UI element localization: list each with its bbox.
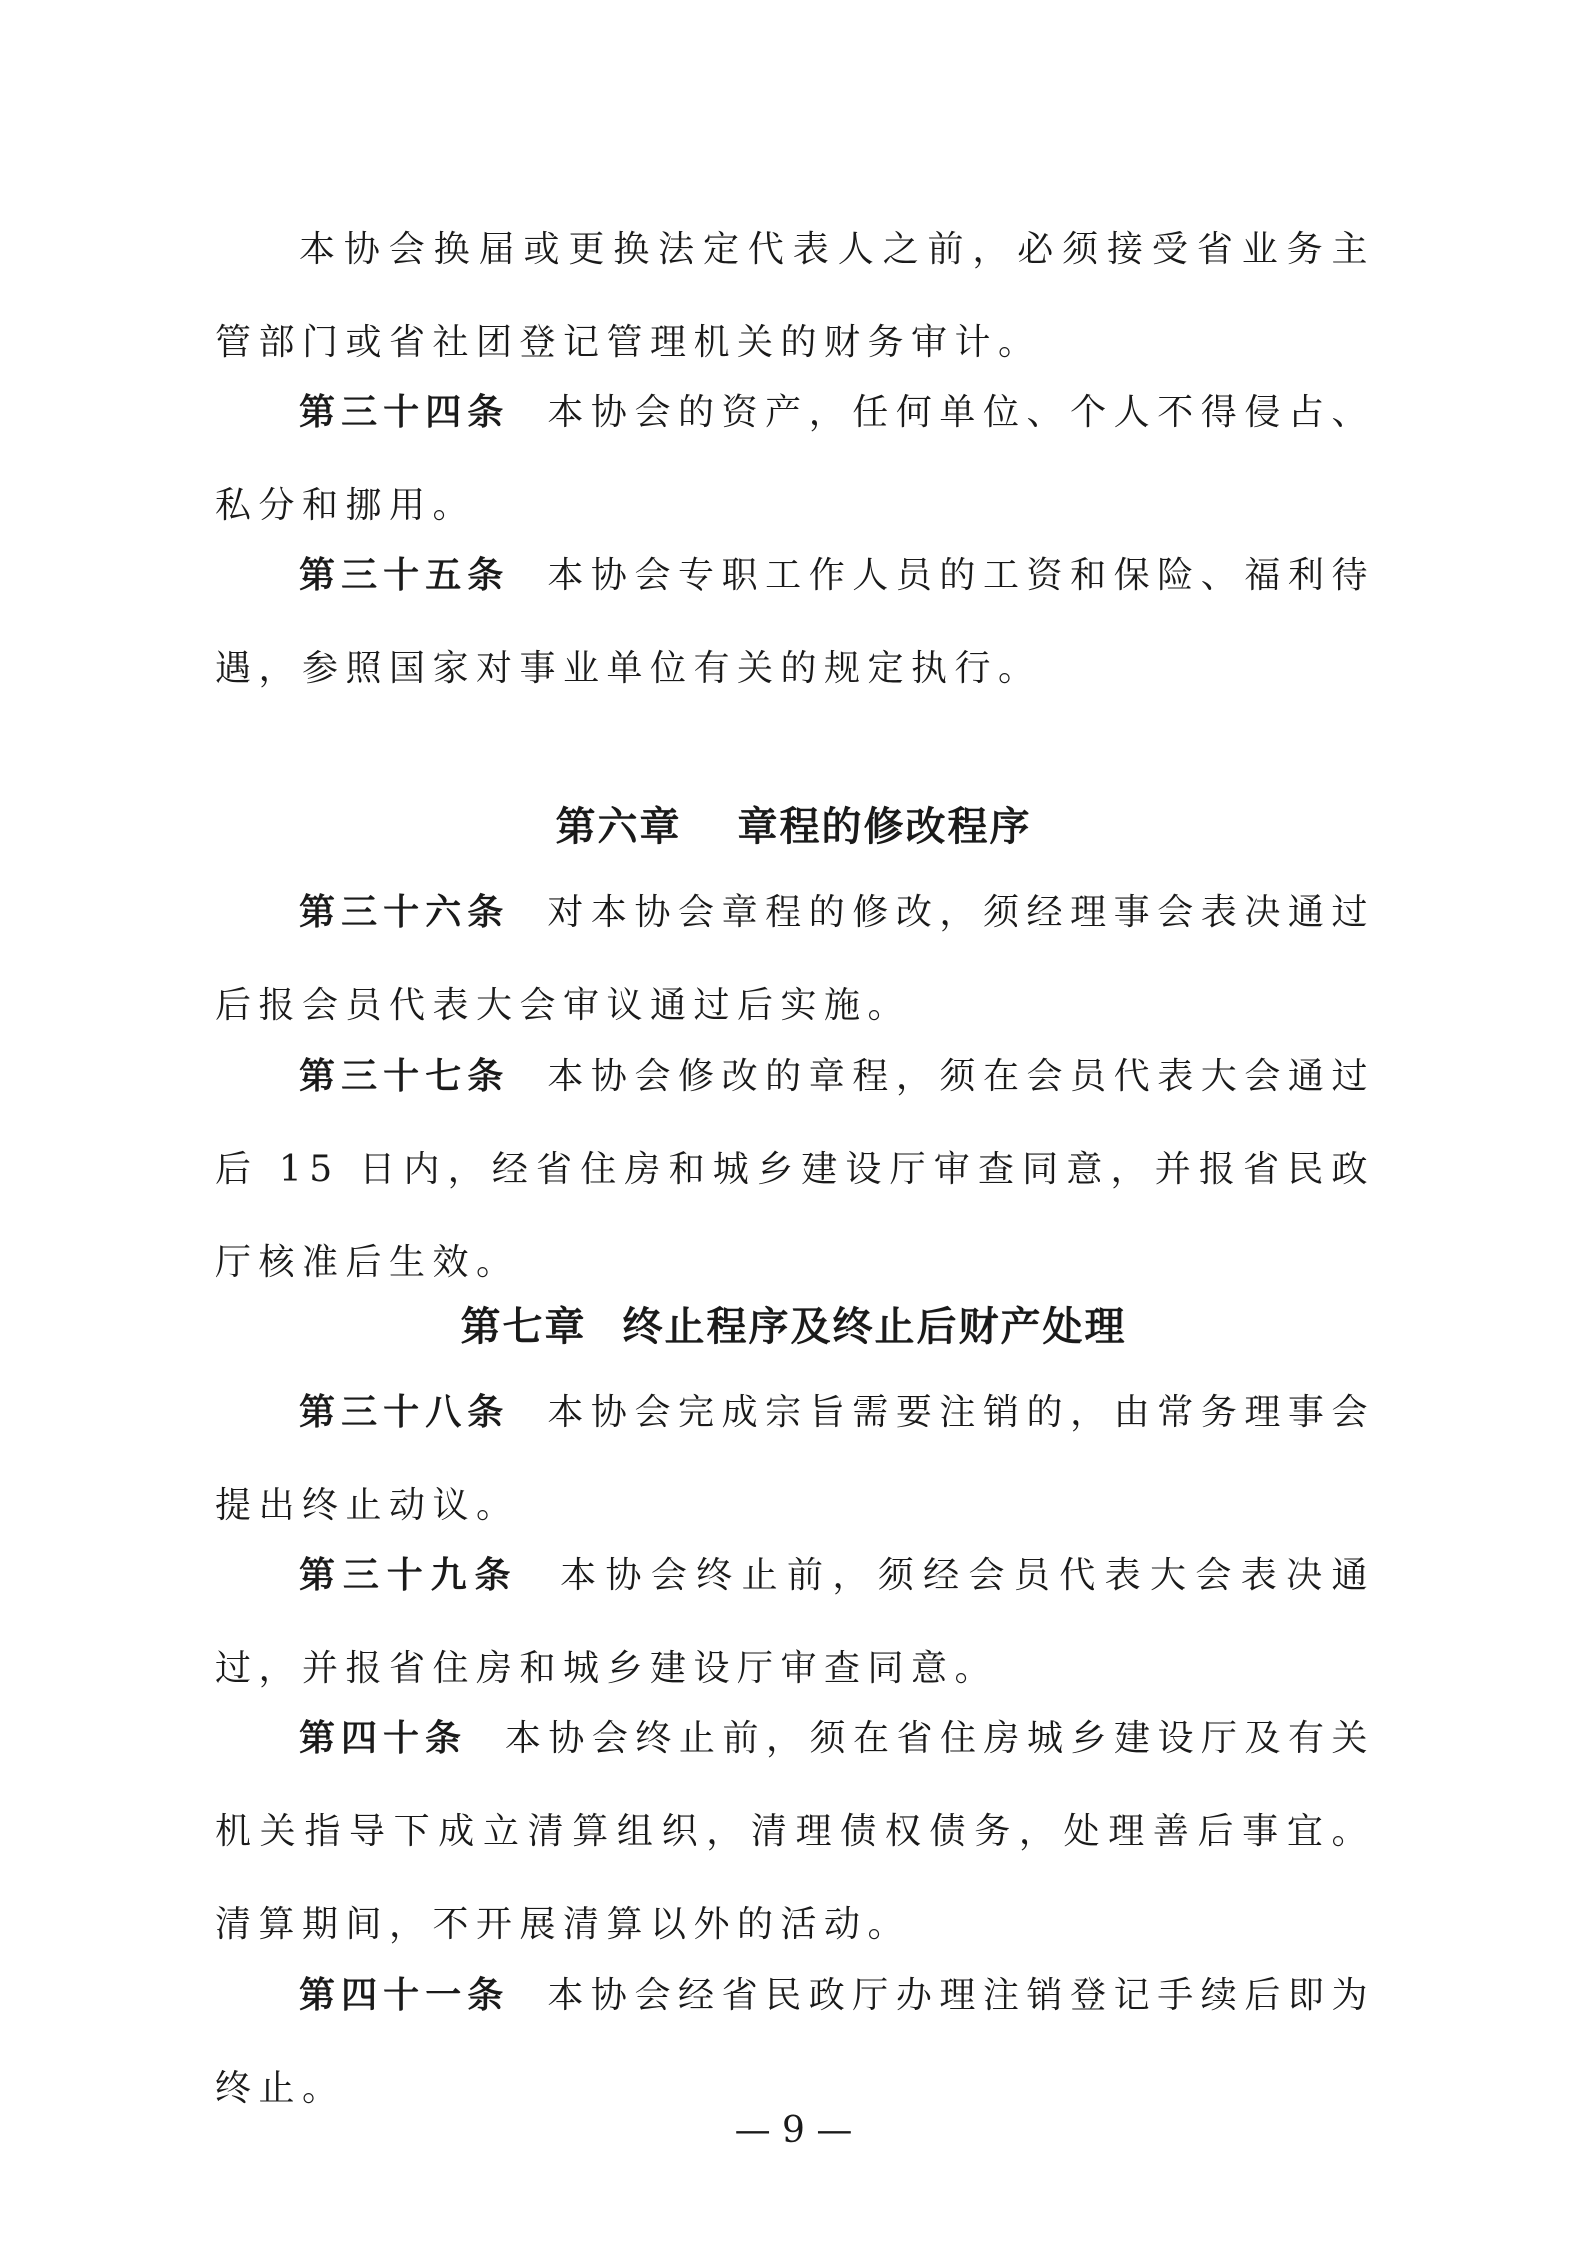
article-number: 第三十五条 <box>299 555 510 596</box>
article-40 <box>215 1692 1375 1971</box>
article-number: 第三十九条 <box>299 1555 519 1596</box>
paragraph-text: 本协会换届或更换法定代表人之前，必须接受省业务主管部门或省社团登记管理机关的财务审计。 <box>215 229 1375 363</box>
article-38 <box>215 1366 1375 1552</box>
paragraph-text: 本协会经省民政厅办理注销登记手续后即为终止。 <box>215 1975 1375 2109</box>
article-number: 第四十一条 <box>299 1975 510 2016</box>
paragraph-text: 本协会终止前，须在省住房城乡建设厅及有关机关指导下成立清算组织，清理债权债务，处理善后事宜。清算期间，不开展清算以外的活动。 <box>215 1718 1375 1945</box>
page-number: — 9 — <box>734 2110 853 2151</box>
chapter-title: 章程的修改程序 <box>737 804 1032 850</box>
chapter-number: 第七章 <box>460 1304 587 1350</box>
chapter-7-heading <box>0 1295 1587 1352</box>
paragraph-audit <box>215 203 1375 389</box>
article-36 <box>215 866 1375 1052</box>
article-41 <box>215 1949 1375 2135</box>
article-34 <box>215 366 1375 552</box>
chapter-6-heading <box>0 795 1587 852</box>
chapter-title: 终止程序及终止后财产处理 <box>622 1304 1127 1350</box>
article-number: 第四十条 <box>299 1718 468 1759</box>
article-number: 第三十四条 <box>299 392 510 433</box>
paragraph-text: 对本协会章程的修改，须经理事会表决通过后报会员代表大会审议通过后实施。 <box>215 892 1375 1026</box>
paragraph-text: 本协会的资产，任何单位、个人不得侵占、私分和挪用。 <box>215 392 1375 526</box>
paragraph-text: 本协会专职工作人员的工资和保险、福利待遇，参照国家对事业单位有关的规定执行。 <box>215 555 1375 689</box>
article-37 <box>215 1030 1375 1309</box>
article-number: 第三十七条 <box>299 1056 510 1097</box>
article-35 <box>215 529 1375 715</box>
paragraph-text: 本协会完成宗旨需要注销的，由常务理事会提出终止动议。 <box>215 1392 1375 1526</box>
paragraph-text: 本协会终止前，须经会员代表大会表决通过，并报省住房和城乡建设厅审查同意。 <box>215 1555 1375 1689</box>
article-39 <box>215 1529 1375 1715</box>
article-number: 第三十八条 <box>299 1392 510 1433</box>
paragraph-text: 本协会修改的章程，须在会员代表大会通过后 15 日内，经省住房和城乡建设厅审查同意，并报省民政厅核准后生效。 <box>215 1056 1375 1283</box>
chapter-number: 第六章 <box>555 804 682 850</box>
article-number: 第三十六条 <box>299 892 510 933</box>
